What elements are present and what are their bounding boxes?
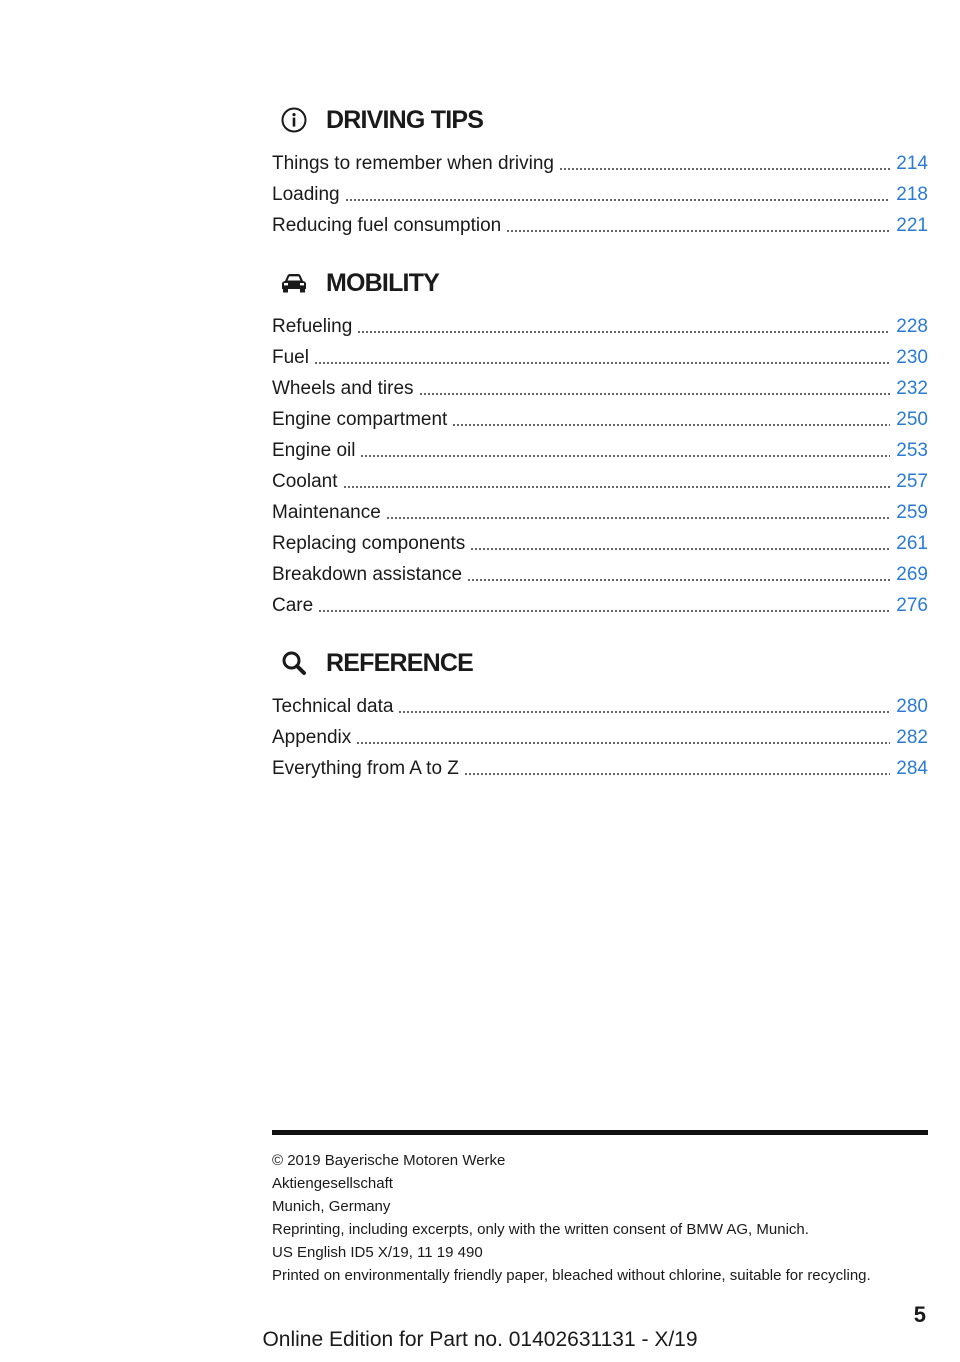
online-edition-footer: Online Edition for Part no. 01402631131 - X/19 <box>262 1328 698 1351</box>
section-title: REFERENCE <box>326 648 473 677</box>
dot-leader <box>419 393 891 395</box>
toc-entry[interactable] <box>272 497 928 528</box>
toc-entry[interactable] <box>272 753 928 784</box>
imprint <box>272 1149 928 1287</box>
entry-page-link[interactable]: 250 <box>896 409 928 430</box>
search-icon <box>274 643 314 683</box>
imprint-line: US English ID5 X/19, 11 19 490 <box>272 1244 483 1261</box>
toc-entry[interactable] <box>272 404 928 435</box>
dot-leader <box>398 711 890 713</box>
entry-label: Replacing components <box>272 533 466 554</box>
entry-label: Refueling <box>272 316 353 337</box>
entry-page-link[interactable]: 276 <box>896 595 928 616</box>
entry-page-link[interactable]: 221 <box>896 215 928 236</box>
toc-entry[interactable] <box>272 590 928 621</box>
entry-label: Fuel <box>272 347 309 368</box>
entry-label: Appendix <box>272 727 352 748</box>
dot-leader <box>345 199 891 201</box>
dot-leader <box>467 579 890 581</box>
dot-leader <box>452 424 890 426</box>
toc-entry[interactable] <box>272 466 928 497</box>
imprint-divider <box>272 1130 928 1135</box>
entry-label: Technical data <box>272 696 394 717</box>
entry-page-link[interactable]: 261 <box>896 533 928 554</box>
section-header <box>272 263 928 303</box>
entry-label: Wheels and tires <box>272 378 414 399</box>
entry-page-link[interactable]: 269 <box>896 564 928 585</box>
section-header <box>272 100 928 140</box>
entry-label: Everything from A to Z <box>272 758 459 779</box>
entry-label: Reducing fuel consumption <box>272 215 502 236</box>
info-icon <box>274 100 314 140</box>
dot-leader <box>360 455 890 457</box>
toc-entry[interactable] <box>272 342 928 373</box>
section-reference <box>272 643 928 784</box>
entry-page-link[interactable]: 232 <box>896 378 928 399</box>
toc-entry[interactable] <box>272 373 928 404</box>
entry-label: Things to remember when driving <box>272 153 554 174</box>
dot-leader <box>343 486 891 488</box>
toc-entry[interactable] <box>272 528 928 559</box>
entry-page-link[interactable]: 228 <box>896 316 928 337</box>
imprint-line: Aktiengesellschaft <box>272 1175 393 1192</box>
section-header <box>272 643 928 683</box>
table-of-contents <box>272 100 928 806</box>
entry-page-link[interactable]: 218 <box>896 184 928 205</box>
toc-entry[interactable] <box>272 435 928 466</box>
entry-label: Engine compartment <box>272 409 448 430</box>
imprint-line: Printed on environmentally friendly paper, bleached without chlorine, suitable for recycling. <box>272 1267 871 1284</box>
toc-entry[interactable] <box>272 179 928 210</box>
entry-label: Engine oil <box>272 440 356 461</box>
page-number: 5 <box>913 1302 926 1327</box>
entry-label: Care <box>272 595 314 616</box>
entry-label: Breakdown assistance <box>272 564 463 585</box>
dot-leader <box>470 548 890 550</box>
toc-entry[interactable] <box>272 148 928 179</box>
dot-leader <box>464 773 890 775</box>
toc-entry[interactable] <box>272 722 928 753</box>
car-icon <box>274 263 314 303</box>
section-mobility <box>272 263 928 621</box>
dot-leader <box>506 230 890 232</box>
imprint-line: © 2019 Bayerische Motoren Werke <box>272 1152 506 1169</box>
entry-label: Loading <box>272 184 340 205</box>
entry-page-link[interactable]: 259 <box>896 502 928 523</box>
dot-leader <box>386 517 891 519</box>
entry-label: Coolant <box>272 471 338 492</box>
entry-page-link[interactable]: 282 <box>896 727 928 748</box>
imprint-line: Reprinting, including excerpts, only with the written consent of BMW AG, Munich. <box>272 1221 809 1238</box>
toc-entry[interactable] <box>272 691 928 722</box>
imprint-line: Munich, Germany <box>272 1198 391 1215</box>
toc-entry[interactable] <box>272 559 928 590</box>
section-title: MOBILITY <box>326 268 440 297</box>
entry-page-link[interactable]: 280 <box>896 696 928 717</box>
section-title: DRIVING TIPS <box>326 105 484 134</box>
entry-page-link[interactable]: 257 <box>896 471 928 492</box>
toc-entry[interactable] <box>272 311 928 342</box>
dot-leader <box>314 362 890 364</box>
section-driving-tips <box>272 100 928 241</box>
entry-page-link[interactable]: 214 <box>896 153 928 174</box>
dot-leader <box>318 610 890 612</box>
toc-entry[interactable] <box>272 210 928 241</box>
entry-label: Maintenance <box>272 502 381 523</box>
dot-leader <box>356 742 890 744</box>
entry-page-link[interactable]: 230 <box>896 347 928 368</box>
dot-leader <box>357 331 890 333</box>
dot-leader <box>559 168 890 170</box>
entry-page-link[interactable]: 253 <box>896 440 928 461</box>
entry-page-link[interactable]: 284 <box>896 758 928 779</box>
